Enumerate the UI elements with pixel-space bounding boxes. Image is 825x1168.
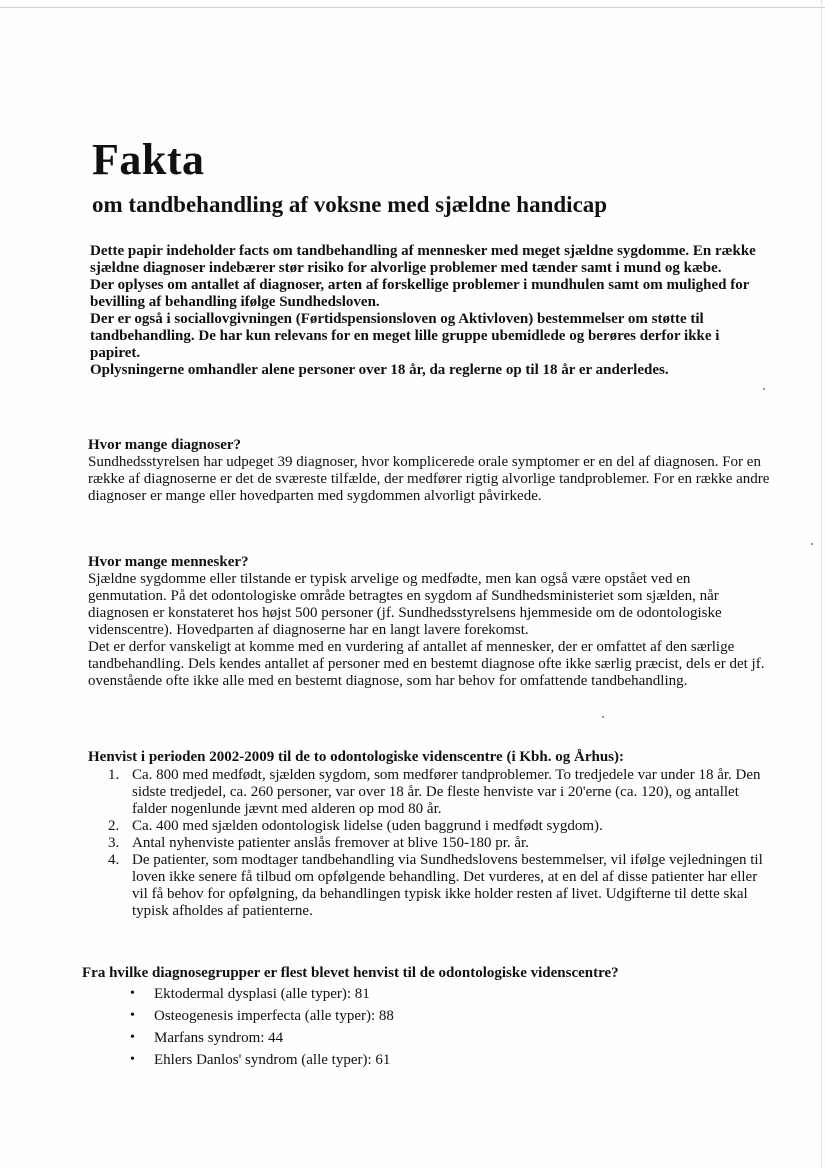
list-item-text: De patienter, som modtager tandbehandling via Sundhedslovens bestemmelser, vil ifølge vejledningen til loven ikke senere få tilbud om opfølgende behandling. Det vurderes, at en del af disse patienter har eller vil få behov for opfølgning, da behandlingen typisk ikke holder resten af livet. Udgifterne til dette skal typisk afholdes af patienterne. <box>132 852 763 919</box>
list-item-text: Marfans syndrom: 44 <box>154 1030 284 1046</box>
list-item-text: Ektodermal dysplasi (alle typer): 81 <box>154 986 370 1002</box>
list-item-text: Antal nyhenviste patienter anslås fremover at blive 150-180 pr. år. <box>132 835 529 851</box>
bullet-icon: • <box>130 986 135 1001</box>
list-item <box>88 852 772 920</box>
section-referred <box>88 749 772 920</box>
list-item-text: Ehlers Danlos' syndrom (alle typer): 61 <box>154 1052 391 1068</box>
list-item <box>82 1049 766 1071</box>
list-item-text: Ca. 800 med medfødt, sjælden sygdom, som medfører tandproblemer. To tredjedele var under 18 år. Den sidste tredjedel, ca. 260 personer, var over 18 år. De fleste henviste var i 20'erne (ca. 120), og antallet falder nogenlunde jævnt med alderen op mod 80 år. <box>132 767 761 817</box>
bullet-icon: • <box>130 1052 135 1067</box>
scan-speck <box>811 543 813 545</box>
intro-block <box>90 243 772 379</box>
bullet-icon: • <box>130 1030 135 1045</box>
section-people <box>88 554 772 690</box>
list-item-text: Osteogenesis imperfecta (alle typer): 88 <box>154 1008 394 1024</box>
intro-paragraph: Oplysningerne omhandler alene personer over 18 år, da reglerne op til 18 år er anderledes. <box>90 362 669 378</box>
document-title: Fakta <box>92 135 205 184</box>
list-item <box>82 983 766 1005</box>
section-body: Det er derfor vanskeligt at komme med en vurdering af antallet af mennesker, der er omfattet af den særlige tandbehandling. Dels kendes antallet af personer med en bestemt diagnose ofte ikke særlig præcist, dels er det jf. ovenstående ofte ikke alle med en bestemt diagnose, som har behov for omfattende tandbehandling. <box>88 639 765 689</box>
scan-right-edge <box>821 0 822 1168</box>
scan-top-edge <box>0 7 825 8</box>
list-item <box>88 767 772 818</box>
section-body: Sjældne sygdomme eller tilstande er typisk arvelige og medfødte, men kan også være opstået ved en genmutation. På det odontologiske område betragtes en sygdom af Sundhedsministeriet som sjælden, når diagnosen er konstateret hos højst 500 personer (jf. Sundhedsstyrelsens hjemmeside om de odontologiske videnscentre). Hovedparten af diagnoserne har en langt lavere forekomst. <box>88 571 722 638</box>
section-groups <box>82 965 766 1071</box>
section-heading: Henvist i perioden 2002-2009 til de to odontologiske videnscentre (i Kbh. og Århus): <box>88 749 624 765</box>
bullet-list <box>82 983 766 1071</box>
document-subtitle: om tandbehandling af voksne med sjældne handicap <box>92 192 608 217</box>
list-item-number: 2. <box>108 818 120 834</box>
bullet-icon: • <box>130 1008 135 1023</box>
list-item <box>88 835 772 852</box>
intro-paragraph: Der oplyses om antallet af diagnoser, arten af forskellige problemer i mundhulen samt om mulighed for bevilling af behandling ifølge Sundhedsloven. <box>90 277 750 310</box>
numbered-list <box>88 767 772 920</box>
list-item-text: Ca. 400 med sjælden odontologisk lidelse (uden baggrund i medfødt sygdom). <box>132 818 603 834</box>
list-item <box>82 1027 766 1049</box>
section-body: Sundhedsstyrelsen har udpeget 39 diagnoser, hvor komplicerede orale symptomer er en del af diagnosen. For en række af diagnoserne er det de sværeste tilfælde, der medfører rigtig alvorlige tandproblemer. For en række andre diagnoser er mange eller hovedparten med sygdommen alvorligt påvirkede. <box>88 454 770 504</box>
list-item-number: 4. <box>108 852 120 868</box>
section-heading: Hvor mange diagnoser? <box>88 437 242 453</box>
list-item-number: 3. <box>108 835 120 851</box>
section-diagnoses <box>88 437 772 505</box>
intro-paragraph: Dette papir indeholder facts om tandbehandling af mennesker med meget sjældne sygdomme. En række sjældne diagnoser indebærer stør risiko for alvorlige problemer med tænder samt i mund og kæbe. <box>90 243 756 276</box>
section-heading: Hvor mange mennesker? <box>88 554 249 570</box>
list-item-number: 1. <box>108 767 120 783</box>
scan-speck <box>763 388 765 390</box>
intro-paragraph: Der er også i sociallovgivningen (Førtidspensionsloven og Aktivloven) bestemmelser om støtte til tandbehandling. De har kun relevans for en meget lille gruppe ubemidlede og berøres derfor ikke i papiret. <box>90 311 720 361</box>
list-item <box>88 818 772 835</box>
list-item <box>82 1005 766 1027</box>
scan-speck <box>602 716 604 718</box>
section-heading: Fra hvilke diagnosegrupper er flest blevet henvist til de odontologiske videnscentre? <box>82 965 619 981</box>
